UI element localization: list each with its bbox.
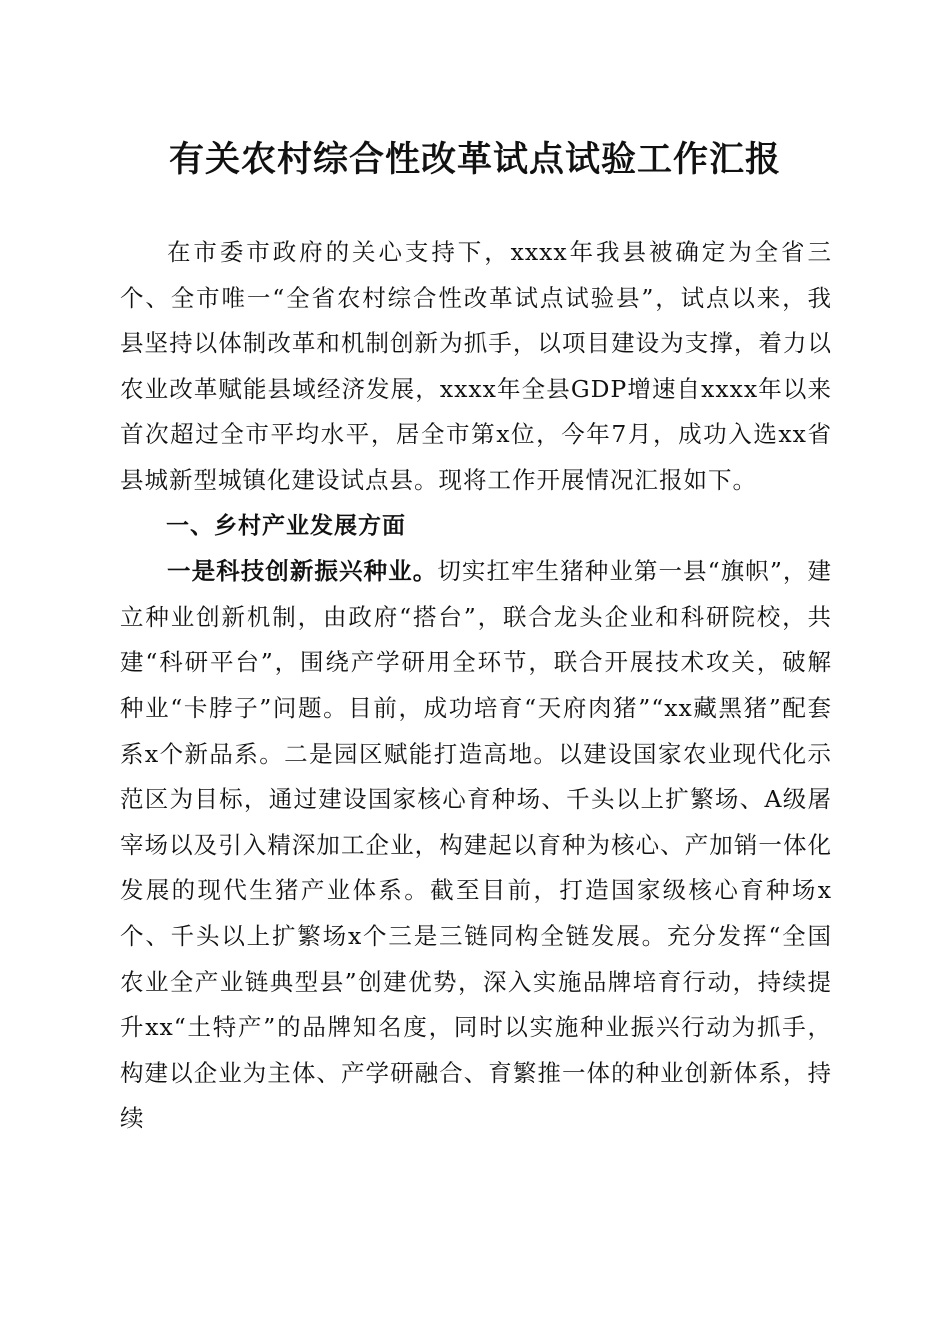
section-paragraph	[120, 549, 832, 1142]
paragraph-lead: 一是科技创新振兴种业。	[167, 557, 438, 586]
paragraph-text: 切实扛牢生猪种业第一县“旗帜”，建立种业创新机制，由政府“搭台”，联合龙头企业和科研院校，共建“科研平台”，围绕产学研用全环节，联合开展技术攻关，破解种业“卡脖子”问题。目前，成功培育“天府肉猪”“xx藏黑猪”配套系x个新品系。二是园区赋能打造高地。以建设国家农业现代化示范区为目标，通过建设国家核心育种场、千头以上扩繁场、A级屠宰场以及引入精深加工企业，构建起以育种为核心、产加销一体化发展的现代生猪产业体系。截至目前，打造国家级核心育种场x个、千头以上扩繁场x个三是三链同构全链发展。充分发挥“全国农业全产业链典型县”创建优势，深入实施品牌培育行动，持续提升xx“土特产”的品牌知名度，同时以实施种业振兴行动为抓手，构建以企业为主体、产学研融合、育繁推一体的种业创新体系，持续	[120, 557, 833, 1133]
document-title: 有关农村综合性改革试点试验工作汇报	[168, 139, 781, 180]
section-heading: 一、乡村产业发展方面	[166, 512, 406, 539]
intro-paragraph: 在市委市政府的关心支持下，xxxx年我县被确定为全省三个、全市唯一“全省农村综合性改革试点试验县”，试点以来，我县坚持以体制改革和机制创新为抓手，以项目建设为支撑，着力以农业改革赋能县域经济发展，xxxx年全县GDP增速自xxxx年以来首次超过全市平均水平，居全市第x位，今年7月，成功入选xx省县城新型城镇化建设试点县。现将工作开展情况汇报如下。	[120, 238, 832, 494]
document-body	[120, 230, 832, 1142]
